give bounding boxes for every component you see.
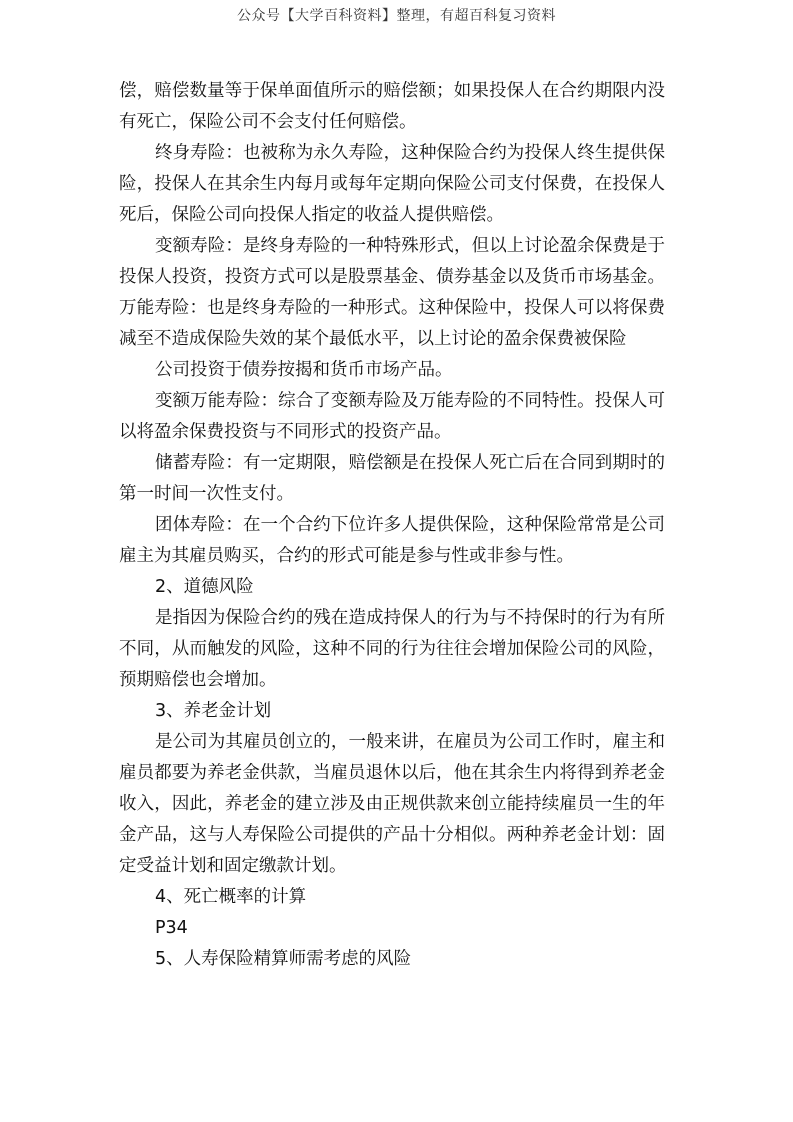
section-heading-actuary-risk: 5、人寿保险精算师需考虑的风险 — [155, 949, 412, 969]
paragraph-whole-life: 终身寿险：也被称为永久寿险，这种保险合约为投保人终生提供保险，投保人在其余生内每月或每年定期向保险公司支付保费，在投保人死后，保险公司向投保人指定的收益人提供赔偿。 — [119, 143, 665, 225]
page-reference: P34 — [155, 918, 188, 938]
document-body — [119, 76, 665, 975]
section-heading-moral-hazard: 2、道德风险 — [155, 577, 254, 597]
paragraph-group-life: 团体寿险：在一个合约下位许多人提供保险，这种保险常常是公司雇主为其雇员购买，合约的形式可能是参与性或非参与性。 — [119, 515, 665, 566]
paragraph-moral-hazard: 是指因为保险合约的残在造成持保人的行为与不持保时的行为有所不同，从而触发的风险，这种不同的行为往往会增加保险公司的风险，预期赔偿也会增加。 — [119, 608, 665, 690]
section-heading-pension: 3、养老金计划 — [155, 701, 272, 721]
paragraph-continuation: 偿，赔偿数量等于保单面值所示的赔偿额；如果投保人在合约期限内没有死亡，保险公司不会支付任何赔偿。 — [119, 81, 665, 132]
paragraph-pension: 是公司为其雇员创立的，一般来讲，在雇员为公司工作时，雇主和雇员都要为养老金供款，当雇员退休以后，他在其余生内将得到养老金收入，因此，养老金的建立涉及由正规供款来创立能持续雇员一生的年金产品，这与人寿保险公司提供的产品十分相似。两种养老金计划：固定受益计划和固定缴款计划。 — [119, 732, 665, 876]
paragraph-variable-life: 变额寿险：是终身寿险的一种特殊形式，但以上讨论盈余保费是于投保人投资，投资方式可以是股票基金、债券基金以及货币市场基金。万能寿险：也是终身寿险的一种形式。这种保险中，投保人可以将保费减至不造成保险失效的某个最低水平，以上讨论的盈余保费被保险 — [119, 236, 665, 349]
paragraph-company-investment: 公司投资于债券按揭和货币市场产品。 — [155, 360, 453, 380]
section-heading-mortality: 4、死亡概率的计算 — [155, 887, 307, 907]
page-header: 公众号【大学百科资料】整理，有超百科复习资料 — [237, 8, 556, 24]
paragraph-endowment: 储蓄寿险：有一定期限，赔偿额是在投保人死亡后在合同到期时的第一时间一次性支付。 — [119, 453, 665, 504]
paragraph-variable-universal: 变额万能寿险：综合了变额寿险及万能寿险的不同特性。投保人可以将盈余保费投资与不同形式的投资产品。 — [119, 391, 665, 442]
